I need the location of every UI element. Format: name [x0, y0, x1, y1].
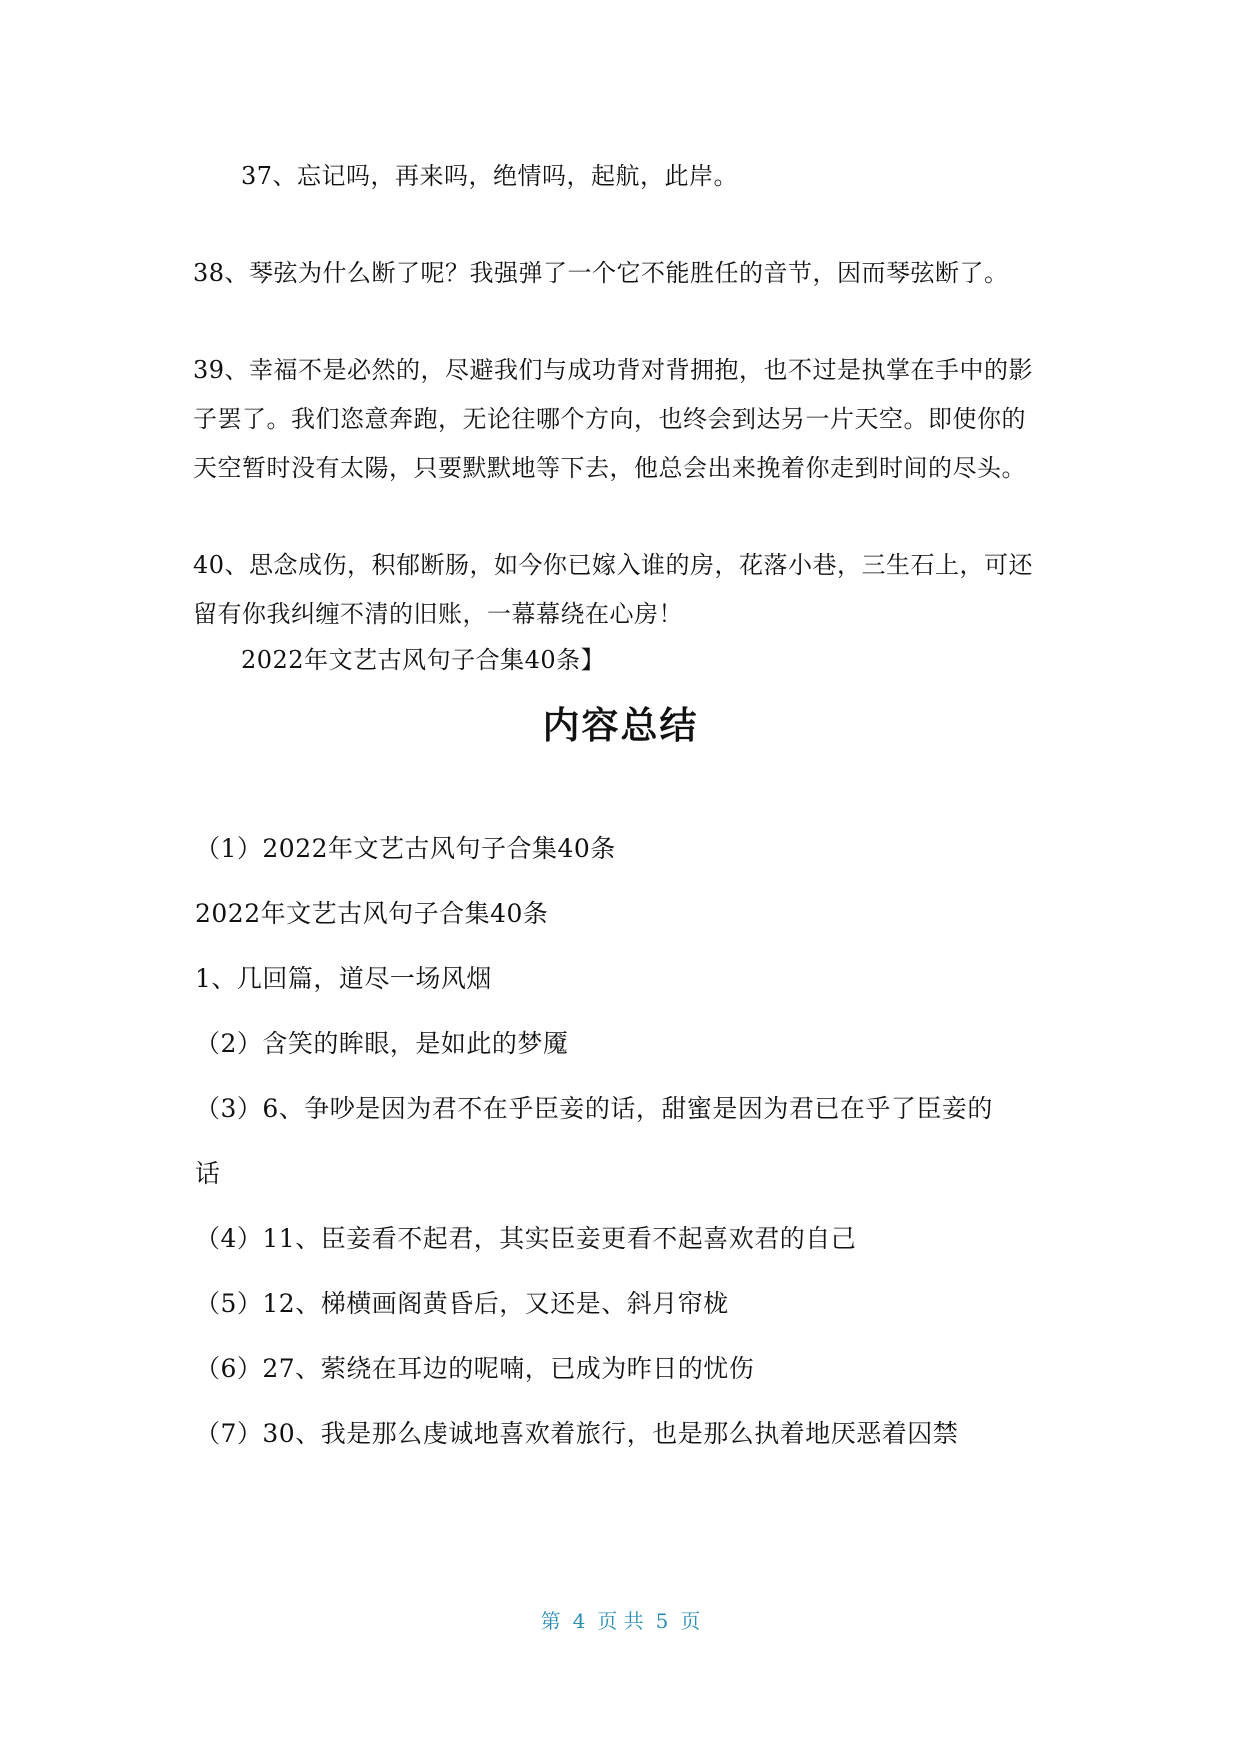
- summary-item-3: （3）6、争吵是因为君不在乎臣妾的话，甜蜜是因为君已在乎了臣妾的: [195, 1094, 993, 1123]
- summary-item-4: （4）11、臣妾看不起君，其实臣妾更看不起喜欢君的自己: [195, 1224, 857, 1253]
- summary-item-7: （7）30、我是那么虔诚地喜欢着旅行，也是那么执着地厌恶着囚禁: [195, 1419, 959, 1448]
- footer-suffix: 页: [680, 1609, 701, 1633]
- footer-middle: 页 共: [597, 1609, 644, 1633]
- paragraph-39-line-3: 天空暂时没有太陽，只要默默地等下去，他总会出来挽着你走到时间的尽头。: [193, 454, 1026, 482]
- summary-item-3-continued: 话: [195, 1159, 221, 1188]
- summary-item-5: （5）12、梯横画阁黄昏后，又还是、斜月帘栊: [195, 1289, 729, 1318]
- paragraph-40-line-1: 40、思念成伤，积郁断肠，如今你已嫁入谁的房，花落小巷，三生石上，可还: [193, 551, 1034, 579]
- paragraph-40-line-2: 留有你我纠缠不清的旧账，一幕幕绕在心房！: [193, 600, 683, 628]
- footer-prefix: 第: [540, 1609, 561, 1633]
- collection-title: 2022年文艺古风句子合集40条】: [241, 646, 606, 674]
- summary-subtitle: 2022年文艺古风句子合集40条: [195, 899, 549, 928]
- footer-total-pages: 5: [655, 1609, 669, 1633]
- footer-page-number: 4: [572, 1609, 586, 1633]
- paragraph-37: 37、忘记吗，再来吗，绝情吗，起航，此岸。: [241, 162, 739, 190]
- summary-item-6: （6）27、萦绕在耳边的呢喃，已成为昨日的忧伤: [195, 1354, 755, 1383]
- summary-item-1: （1）2022年文艺古风句子合集40条: [195, 834, 616, 863]
- summary-heading: 内容总结: [542, 704, 699, 747]
- paragraph-39-line-1: 39、幸福不是必然的，尽避我们与成功背对背拥抱，也不过是执掌在手中的影: [193, 356, 1034, 384]
- summary-quote-1: 1、几回篇，道尽一场风烟: [195, 964, 492, 993]
- paragraph-39-line-2: 子罢了。我们恣意奔跑，无论往哪个方向，也终会到达另一片天空。即使你的: [193, 405, 1026, 433]
- page-footer: [0, 1605, 1241, 1634]
- summary-item-2: （2）含笑的眸眼，是如此的梦魇: [195, 1029, 569, 1058]
- paragraph-38: 38、琴弦为什么断了呢？我强弹了一个它不能胜任的音节，因而琴弦断了。: [193, 259, 1009, 287]
